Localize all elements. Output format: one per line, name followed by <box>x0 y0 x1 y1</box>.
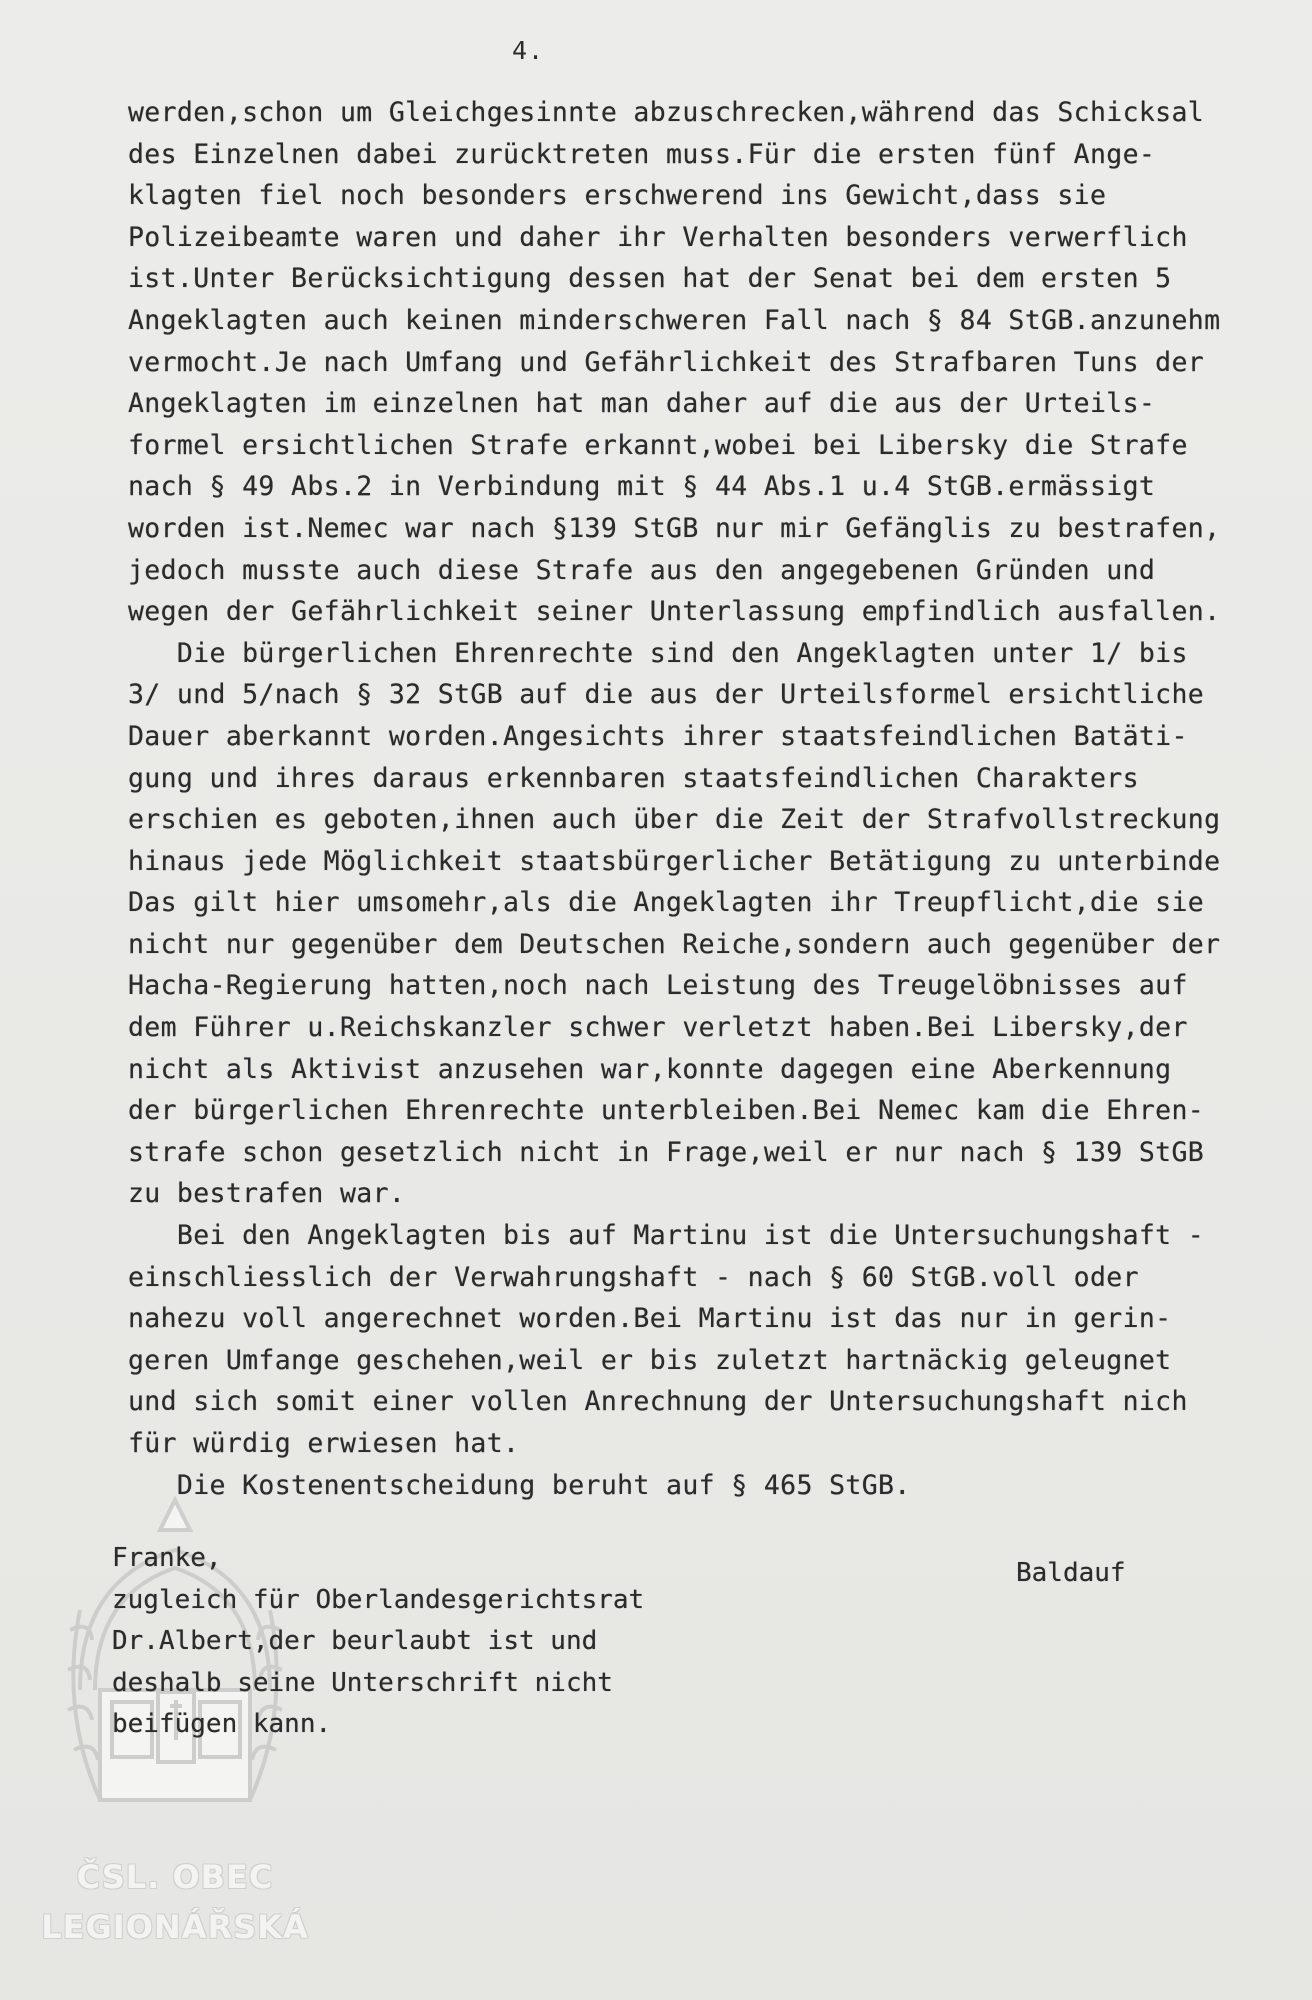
text-line: jedoch musste auch diese Strafe aus den angegebenen Gründen und <box>128 554 1156 586</box>
text-line: Angeklagten auch keinen minderschweren Fall nach § 84 StGB.anzunehm <box>128 304 1221 336</box>
text-line: Polizeibeamte waren und daher ihr Verhalten besonders verwerflich <box>128 221 1188 253</box>
signature-line: Dr.Albert,der beurlaubt ist und <box>112 1626 598 1657</box>
text-line: nicht nur gegenüber dem Deutschen Reiche,sondern auch gegenüber der <box>128 928 1221 960</box>
text-line: der bürgerlichen Ehrenrechte unterbleiben.Bei Nemec kam die Ehren- <box>128 1095 1205 1127</box>
text-line: Das gilt hier umsomehr,als die Angeklagten ihr Treupflicht,die sie <box>128 887 1205 919</box>
text-line: worden ist.Nemec war nach §139 StGB nur mir Gefänglis zu bestrafen, <box>128 512 1221 544</box>
text-line: nach § 49 Abs.2 in Verbindung mit § 44 Abs.1 u.4 StGB.ermässigt <box>128 471 1156 503</box>
signature-line: deshalb seine Unterschrift nicht <box>112 1667 613 1698</box>
text-line: Die bürgerlichen Ehrenrechte sind den Angeklagten unter 1/ bis <box>128 637 1188 669</box>
text-line: nicht als Aktivist anzusehen war,konnte dagegen eine Aberkennung <box>128 1053 1172 1085</box>
signature-line: zugleich für Oberlandesgerichtsrat <box>112 1584 645 1615</box>
signature-block-left <box>112 1538 644 1746</box>
text-line: erschien es geboten,ihnen auch über die Zeit der Strafvollstreckung <box>128 804 1221 836</box>
text-line: nahezu voll angerechnet worden.Bei Martinu ist das nur in gerin- <box>128 1303 1172 1335</box>
text-line: wegen der Gefährlichkeit seiner Unterlassung empfindlich ausfallen. <box>128 596 1221 628</box>
signature-baldauf: Baldauf <box>1016 1558 1126 1588</box>
text-line: ist.Unter Berücksichtigung dessen hat der Senat bei dem ersten 5 <box>128 263 1172 295</box>
text-line: strafe schon gesetzlich nicht in Frage,weil er nur nach § 139 StGB <box>128 1136 1205 1168</box>
text-line: hinaus jede Möglichkeit staatsbürgerlicher Betätigung zu unterbinde <box>128 845 1221 877</box>
watermark-text-line2: LEGIONÁŘSKÁ <box>41 1908 309 1946</box>
text-line: 3/ und 5/nach § 32 StGB auf die aus der Urteilsformel ersichtliche <box>128 679 1205 711</box>
text-line: des Einzelnen dabei zurücktreten muss.Für die ersten fünf Ange- <box>128 138 1156 170</box>
text-line: und sich somit einer vollen Anrechnung der Untersuchungshaft nich <box>128 1386 1188 1418</box>
body-text <box>128 92 1298 1506</box>
text-line: Hacha-Regierung hatten,noch nach Leistung des Treugelöbnisses auf <box>128 970 1188 1002</box>
page-number: 4. <box>512 36 545 65</box>
text-line: gung und ihres daraus erkennbaren staatsfeindlichen Charakters <box>128 762 1139 794</box>
text-line: werden,schon um Gleichgesinnte abzuschrecken,während das Schicksal <box>128 97 1205 128</box>
text-line: formel ersichtlichen Strafe erkannt,wobei bei Libersky die Strafe <box>128 429 1188 461</box>
text-line: Dauer aberkannt worden.Angesichts ihrer staatsfeindlichen Batäti- <box>128 720 1188 752</box>
text-line: geren Umfange geschehen,weil er bis zuletzt hartnäckig geleugnet <box>128 1344 1172 1376</box>
text-line: dem Führer u.Reichskanzler schwer verletzt haben.Bei Libersky,der <box>128 1012 1188 1044</box>
text-line: klagten fiel noch besonders erschwerend ins Gewicht,dass sie <box>128 180 1107 212</box>
text-line: Angeklagten im einzelnen hat man daher auf die aus der Urteils- <box>128 388 1156 420</box>
signature-line: Franke, <box>112 1543 222 1573</box>
text-line: zu bestrafen war. <box>128 1178 406 1210</box>
watermark-text-line1: ČSL. OBEC <box>76 1858 274 1896</box>
text-line: für würdig erwiesen hat. <box>128 1428 520 1459</box>
signature-line: beifügen kann. <box>112 1709 332 1740</box>
text-line: Die Kostenentscheidung beruht auf § 465 StGB. <box>128 1469 911 1501</box>
text-line: einschliesslich der Verwahrungshaft - nach § 60 StGB.voll oder <box>128 1261 1139 1293</box>
text-line: vermocht.Je nach Umfang und Gefährlichkeit des Strafbaren Tuns der <box>128 346 1205 378</box>
text-line: Bei den Angeklagten bis auf Martinu ist die Untersuchungshaft - <box>128 1220 1205 1252</box>
